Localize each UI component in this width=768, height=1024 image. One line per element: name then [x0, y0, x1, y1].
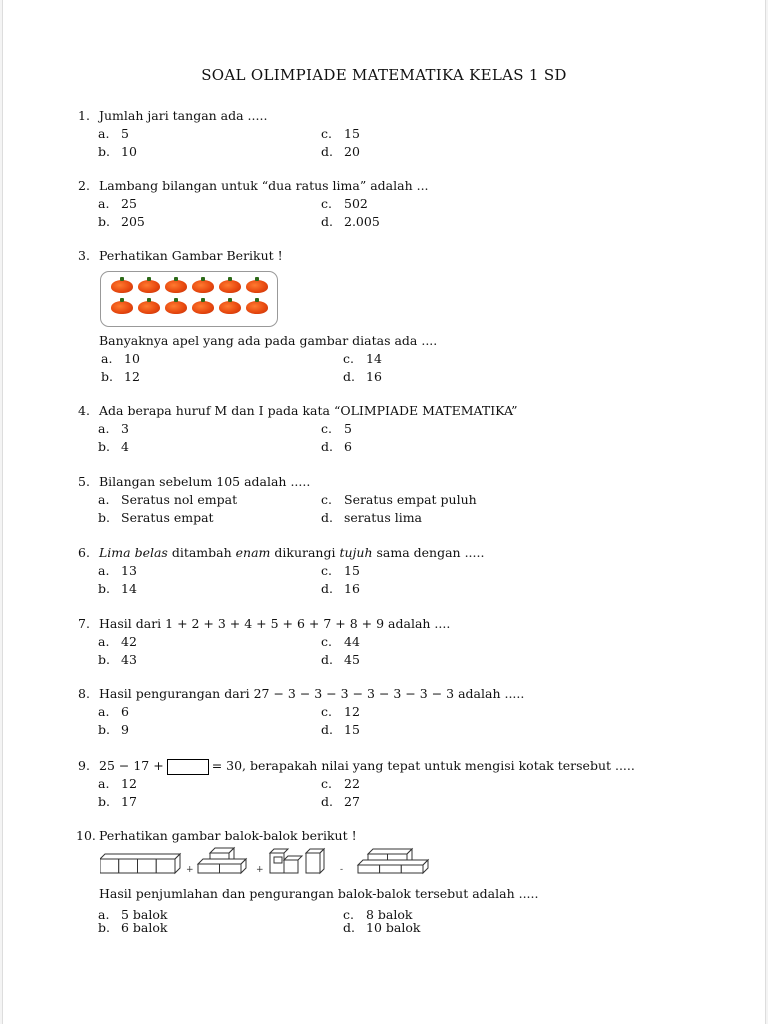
- question-text: Hasil dari 1 + 2 + 3 + 4 + 5 + 6 + 7 + 8 + 9 adalah ....: [99, 616, 451, 631]
- page-title: SOAL OLIMPIADE MATEMATIKA KELAS 1 SD: [201, 66, 567, 84]
- answer-options: [101, 350, 699, 386]
- question-text: Perhatikan gambar balok-balok berikut !: [99, 828, 357, 843]
- answer-options: [98, 125, 678, 161]
- plus-sign-1: +: [186, 865, 194, 875]
- option-b[interactable]: b. 6 balok: [98, 920, 168, 935]
- question-6: [78, 544, 678, 598]
- option-d[interactable]: d. 2.005: [321, 214, 380, 229]
- question-9: [78, 757, 718, 811]
- option-a[interactable]: a. 13: [98, 563, 137, 578]
- answer-box: [167, 759, 209, 775]
- question-number: 7.: [78, 616, 90, 631]
- question-4: [78, 402, 678, 456]
- question-text: Perhatikan Gambar Berikut !: [99, 248, 283, 263]
- question-number: 2.: [78, 178, 90, 193]
- option-a[interactable]: a. 10: [101, 351, 140, 366]
- question-10: [76, 827, 676, 845]
- question-text: Hasil penjumlahan dan pengurangan balok-balok tersebut adalah .....: [99, 886, 539, 901]
- option-c[interactable]: c. 502: [321, 196, 368, 211]
- plus-sign-2: +: [256, 865, 264, 875]
- question-number: 8.: [78, 686, 90, 701]
- option-d[interactable]: d. 16: [321, 581, 360, 596]
- question-text: Bilangan sebelum 105 adalah .....: [99, 474, 311, 489]
- option-b[interactable]: b. Seratus empat: [98, 510, 214, 525]
- option-c[interactable]: c. Seratus empat puluh: [321, 492, 477, 507]
- option-c[interactable]: c. 8 balok: [343, 907, 413, 922]
- option-d[interactable]: d. 16: [343, 369, 382, 384]
- apple-icon: [219, 301, 241, 314]
- question-7: [78, 615, 678, 669]
- option-b[interactable]: b. 205: [98, 214, 145, 229]
- question-number: 1.: [78, 108, 90, 123]
- option-d[interactable]: d. 10 balok: [343, 920, 421, 935]
- apple-icon: [165, 280, 187, 293]
- option-c[interactable]: c. 5: [321, 421, 352, 436]
- block-group-4: [358, 849, 428, 873]
- option-a[interactable]: a. 6: [98, 704, 129, 719]
- question-number: 6.: [78, 545, 90, 560]
- minus-sign: -: [340, 865, 344, 875]
- question-number: 4.: [78, 403, 90, 418]
- block-group-3: [270, 849, 324, 873]
- apple-picture: [100, 271, 278, 327]
- option-a[interactable]: a. Seratus nol empat: [98, 492, 238, 507]
- option-a[interactable]: a. 5 balok: [98, 907, 168, 922]
- option-b[interactable]: b. 17: [98, 794, 137, 809]
- answer-options: [98, 633, 678, 669]
- option-c[interactable]: c. 22: [321, 776, 360, 791]
- question-5: [78, 473, 678, 527]
- question-number: 3.: [78, 248, 90, 263]
- answer-options: [98, 562, 678, 598]
- question-1: [78, 107, 678, 161]
- answer-options: [98, 908, 698, 934]
- question-text: Lima belas ditambah enam dikurangi tujuh sama dengan .....: [99, 545, 485, 560]
- apple-icon: [111, 301, 133, 314]
- question-number: 5.: [78, 474, 90, 489]
- option-b[interactable]: b. 14: [98, 581, 137, 596]
- answer-options: [98, 420, 678, 456]
- question-number: 10.: [76, 828, 96, 843]
- option-b[interactable]: b. 9: [98, 722, 129, 737]
- question-text: Jumlah jari tangan ada .....: [99, 108, 268, 123]
- option-d[interactable]: d. 6: [321, 439, 352, 454]
- answer-options: [98, 195, 678, 231]
- option-b[interactable]: b. 12: [101, 369, 140, 384]
- question-2: [78, 177, 678, 231]
- option-d[interactable]: d. seratus lima: [321, 510, 423, 525]
- answer-options: [98, 775, 718, 811]
- question-text: Ada berapa huruf M dan I pada kata “OLIMPIADE MATEMATIKA”: [99, 403, 518, 418]
- option-c[interactable]: c. 15: [321, 126, 360, 141]
- apple-icon: [165, 301, 187, 314]
- question-3: [78, 247, 678, 265]
- apple-row-bottom: [111, 301, 268, 314]
- question-10-options: [98, 908, 698, 934]
- option-a[interactable]: a. 25: [98, 196, 137, 211]
- option-d[interactable]: d. 15: [321, 722, 360, 737]
- apple-row-top: [111, 280, 268, 293]
- apple-icon: [192, 301, 214, 314]
- option-d[interactable]: d. 45: [321, 652, 360, 667]
- option-d[interactable]: d. 27: [321, 794, 360, 809]
- option-b[interactable]: b. 10: [98, 144, 137, 159]
- block-group-2: [198, 848, 246, 873]
- question-text: Hasil pengurangan dari 27 − 3 − 3 − 3 − 3 − 3 − 3 − 3 adalah .....: [99, 686, 525, 701]
- option-c[interactable]: c. 44: [321, 634, 360, 649]
- option-b[interactable]: b. 43: [98, 652, 137, 667]
- apple-icon: [138, 280, 160, 293]
- apple-icon: [111, 280, 133, 293]
- question-3-prompt: [99, 332, 699, 386]
- answer-options: [98, 491, 678, 527]
- option-d[interactable]: d. 20: [321, 144, 360, 159]
- option-a[interactable]: a. 5: [98, 126, 129, 141]
- question-8: [78, 685, 678, 739]
- question-text: 25 − 17 + = 30, berapakah nilai yang tepat untuk mengisi kotak tersebut .....: [99, 758, 635, 773]
- block-group-1: [100, 854, 180, 873]
- apple-icon: [246, 301, 268, 314]
- option-c[interactable]: c. 14: [343, 351, 382, 366]
- question-number: 9.: [78, 758, 90, 773]
- option-a[interactable]: a. 12: [98, 776, 137, 791]
- question-text: Banyaknya apel yang ada pada gambar diatas ada ....: [99, 333, 438, 348]
- answer-options: [98, 703, 678, 739]
- question-10-prompt: [99, 885, 699, 903]
- option-b[interactable]: b. 4: [98, 439, 129, 454]
- option-c[interactable]: c. 12: [321, 704, 360, 719]
- apple-icon: [192, 280, 214, 293]
- question-text: Lambang bilangan untuk “dua ratus lima” adalah ...: [99, 178, 429, 193]
- apple-icon: [246, 280, 268, 293]
- option-a[interactable]: a. 42: [98, 634, 137, 649]
- apple-icon: [138, 301, 160, 314]
- apple-icon: [219, 280, 241, 293]
- blocks-picture: [100, 846, 440, 880]
- option-c[interactable]: c. 15: [321, 563, 360, 578]
- option-a[interactable]: a. 3: [98, 421, 129, 436]
